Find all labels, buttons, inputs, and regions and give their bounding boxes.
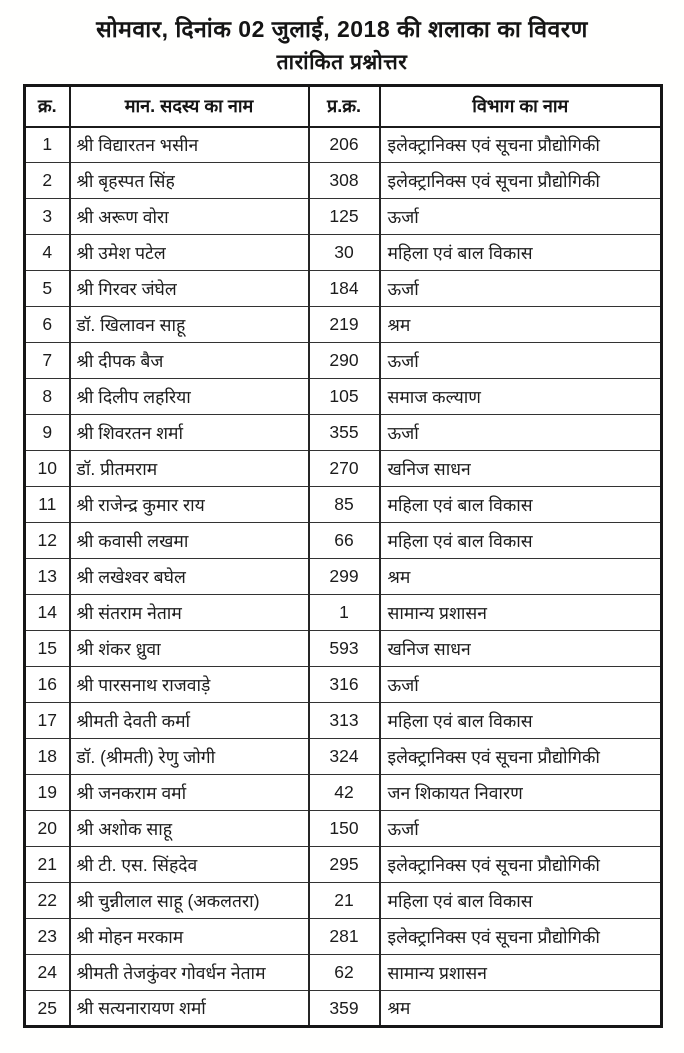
member-name-cell: श्री दिलीप लहरिया (70, 379, 309, 415)
table-row (25, 847, 662, 883)
member-name-cell: डॉ. खिलावन साहू (70, 307, 309, 343)
header-department-name: विभाग का नाम (380, 86, 662, 127)
department-name-cell: ऊर्जा (380, 271, 662, 307)
question-number-cell: 30 (309, 235, 380, 271)
table-row (25, 199, 662, 235)
department-name-cell: श्रम (380, 559, 662, 595)
member-name-cell: श्री चुन्नीलाल साहू (अकलतरा) (70, 883, 309, 919)
question-number-cell: 593 (309, 631, 380, 667)
serial-number-cell: 6 (25, 307, 70, 343)
question-number-cell: 281 (309, 919, 380, 955)
table-row (25, 955, 662, 991)
table-row (25, 451, 662, 487)
serial-number-cell: 2 (25, 163, 70, 199)
member-name-cell: श्री गिरवर जंघेल (70, 271, 309, 307)
department-name-cell: ऊर्जा (380, 811, 662, 847)
member-name-cell: श्री विद्यारतन भसीन (70, 127, 309, 163)
table-row (25, 739, 662, 775)
department-name-cell: ऊर्जा (380, 199, 662, 235)
department-name-cell: सामान्य प्रशासन (380, 955, 662, 991)
department-name-cell: खनिज साधन (380, 451, 662, 487)
starred-questions-table (23, 84, 663, 1028)
department-name-cell: महिला एवं बाल विकास (380, 235, 662, 271)
serial-number-cell: 23 (25, 919, 70, 955)
serial-number-cell: 22 (25, 883, 70, 919)
question-number-cell: 270 (309, 451, 380, 487)
serial-number-cell: 15 (25, 631, 70, 667)
member-name-cell: डॉ. (श्रीमती) रेणु जोगी (70, 739, 309, 775)
table-row (25, 703, 662, 739)
question-number-cell: 359 (309, 991, 380, 1027)
member-name-cell: श्री उमेश पटेल (70, 235, 309, 271)
department-name-cell: सामान्य प्रशासन (380, 595, 662, 631)
table-row (25, 163, 662, 199)
question-number-cell: 206 (309, 127, 380, 163)
serial-number-cell: 4 (25, 235, 70, 271)
department-name-cell: महिला एवं बाल विकास (380, 883, 662, 919)
member-name-cell: श्री जनकराम वर्मा (70, 775, 309, 811)
question-number-cell: 125 (309, 199, 380, 235)
serial-number-cell: 9 (25, 415, 70, 451)
question-number-cell: 313 (309, 703, 380, 739)
department-name-cell: समाज कल्याण (380, 379, 662, 415)
member-name-cell: श्रीमती तेजकुंवर गोवर्धन नेताम (70, 955, 309, 991)
page-subtitle: तारांकित प्रश्नोत्तर (276, 51, 408, 74)
table-row (25, 559, 662, 595)
department-name-cell: महिला एवं बाल विकास (380, 523, 662, 559)
table-row (25, 595, 662, 631)
department-name-cell: इलेक्ट्रानिक्स एवं सूचना प्रौद्योगिकी (380, 919, 662, 955)
question-number-cell: 308 (309, 163, 380, 199)
question-number-cell: 150 (309, 811, 380, 847)
department-name-cell: महिला एवं बाल विकास (380, 487, 662, 523)
table-row (25, 667, 662, 703)
department-name-cell: ऊर्जा (380, 667, 662, 703)
table-row (25, 343, 662, 379)
member-name-cell: श्री पारसनाथ राजवाड़े (70, 667, 309, 703)
table-row (25, 775, 662, 811)
department-name-cell: इलेक्ट्रानिक्स एवं सूचना प्रौद्योगिकी (380, 739, 662, 775)
serial-number-cell: 10 (25, 451, 70, 487)
serial-number-cell: 18 (25, 739, 70, 775)
member-name-cell: श्री संतराम नेताम (70, 595, 309, 631)
question-number-cell: 66 (309, 523, 380, 559)
table-row (25, 631, 662, 667)
question-number-cell: 85 (309, 487, 380, 523)
header-question-number: प्र.क्र. (309, 86, 380, 127)
member-name-cell: श्री लखेश्वर बघेल (70, 559, 309, 595)
member-name-cell: श्री शिवरतन शर्मा (70, 415, 309, 451)
member-name-cell: श्री टी. एस. सिंहदेव (70, 847, 309, 883)
department-name-cell: ऊर्जा (380, 343, 662, 379)
member-name-cell: श्री कवासी लखमा (70, 523, 309, 559)
question-number-cell: 105 (309, 379, 380, 415)
question-number-cell: 184 (309, 271, 380, 307)
table-row (25, 883, 662, 919)
department-name-cell: श्रम (380, 307, 662, 343)
member-name-cell: श्री शंकर ध्रुवा (70, 631, 309, 667)
table-row (25, 379, 662, 415)
department-name-cell: खनिज साधन (380, 631, 662, 667)
question-number-cell: 355 (309, 415, 380, 451)
member-name-cell: श्री बृहस्पत सिंह (70, 163, 309, 199)
question-number-cell: 295 (309, 847, 380, 883)
question-number-cell: 219 (309, 307, 380, 343)
serial-number-cell: 8 (25, 379, 70, 415)
serial-number-cell: 1 (25, 127, 70, 163)
serial-number-cell: 5 (25, 271, 70, 307)
question-number-cell: 299 (309, 559, 380, 595)
member-name-cell: श्री अशोक साहू (70, 811, 309, 847)
table-row (25, 235, 662, 271)
header-serial-number: क्र. (25, 86, 70, 127)
table-row (25, 811, 662, 847)
table-row (25, 415, 662, 451)
serial-number-cell: 13 (25, 559, 70, 595)
department-name-cell: महिला एवं बाल विकास (380, 703, 662, 739)
question-number-cell: 290 (309, 343, 380, 379)
member-name-cell: श्री राजेन्द्र कुमार राय (70, 487, 309, 523)
serial-number-cell: 14 (25, 595, 70, 631)
serial-number-cell: 17 (25, 703, 70, 739)
serial-number-cell: 7 (25, 343, 70, 379)
department-name-cell: ऊर्जा (380, 415, 662, 451)
serial-number-cell: 12 (25, 523, 70, 559)
table-row (25, 487, 662, 523)
question-number-cell: 1 (309, 595, 380, 631)
department-name-cell: जन शिकायत निवारण (380, 775, 662, 811)
question-number-cell: 62 (309, 955, 380, 991)
serial-number-cell: 25 (25, 991, 70, 1027)
table-row (25, 991, 662, 1027)
serial-number-cell: 16 (25, 667, 70, 703)
serial-number-cell: 20 (25, 811, 70, 847)
department-name-cell: इलेक्ट्रानिक्स एवं सूचना प्रौद्योगिकी (380, 127, 662, 163)
department-name-cell: इलेक्ट्रानिक्स एवं सूचना प्रौद्योगिकी (380, 847, 662, 883)
table-row (25, 127, 662, 163)
table-body (25, 127, 662, 1027)
header-member-name: मान. सदस्य का नाम (70, 86, 309, 127)
member-name-cell: श्री मोहन मरकाम (70, 919, 309, 955)
member-name-cell: श्री अरूण वोरा (70, 199, 309, 235)
question-number-cell: 21 (309, 883, 380, 919)
question-number-cell: 316 (309, 667, 380, 703)
question-number-cell: 324 (309, 739, 380, 775)
table-row (25, 271, 662, 307)
department-name-cell: इलेक्ट्रानिक्स एवं सूचना प्रौद्योगिकी (380, 163, 662, 199)
department-name-cell: श्रम (380, 991, 662, 1027)
serial-number-cell: 3 (25, 199, 70, 235)
member-name-cell: श्रीमती देवती कर्मा (70, 703, 309, 739)
table-row (25, 919, 662, 955)
question-number-cell: 42 (309, 775, 380, 811)
table-header-row (25, 86, 662, 127)
member-name-cell: श्री दीपक बैज (70, 343, 309, 379)
page-title: सोमवार, दिनांक 02 जुलाई, 2018 की शलाका का विवरण (96, 16, 588, 42)
member-name-cell: डॉ. प्रीतमराम (70, 451, 309, 487)
serial-number-cell: 24 (25, 955, 70, 991)
serial-number-cell: 11 (25, 487, 70, 523)
table-row (25, 523, 662, 559)
member-name-cell: श्री सत्यनारायण शर्मा (70, 991, 309, 1027)
serial-number-cell: 21 (25, 847, 70, 883)
serial-number-cell: 19 (25, 775, 70, 811)
table-row (25, 307, 662, 343)
